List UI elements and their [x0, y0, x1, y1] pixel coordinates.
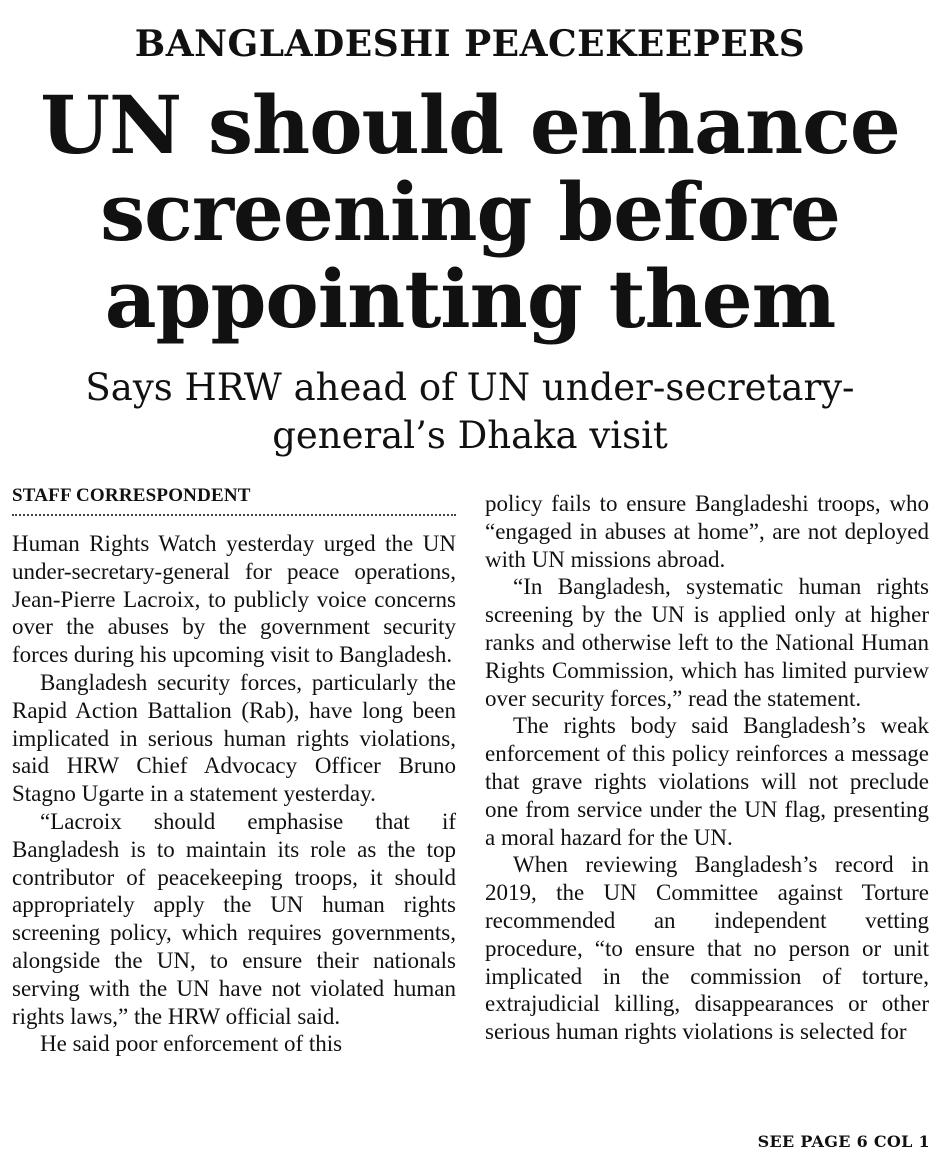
article-headline — [0, 78, 940, 346]
paragraph: “In Bangladesh, systematic human rights screening by the UN is applied only at higher ranks and otherwise left to the National Human Rights Commission, which has limited purview over security forces,” read the statement. — [485, 574, 929, 711]
article-deck — [0, 364, 940, 460]
headline-line-2: screening before — [100, 165, 840, 259]
paragraph: Bangladesh security forces, particularly the Rapid Action Battalion (Rab), have long been implicated in serious human rights violations, said HRW Chief Advocacy Officer Bruno Stagno Ugarte in a statement yesterday. — [12, 669, 456, 807]
jump-line: SEE PAGE 6 COL 1 — [757, 1132, 930, 1151]
deck-line-1: Says HRW ahead of UN under-secretary- — [85, 366, 855, 409]
article-kicker: BANGLADESHI PEACEKEEPERS — [134, 23, 806, 65]
paragraph: The rights body said Bangladesh’s weak enforcement of this policy reinforces a message that grave rights violations will not preclude one from service under the UN flag, presenting a moral hazard for the UN. — [485, 713, 929, 850]
left-column — [12, 484, 456, 1058]
paragraph: He said poor enforcement of this — [40, 1031, 343, 1057]
right-column — [485, 490, 929, 1046]
byline: STAFF CORRESPONDENT — [12, 484, 456, 516]
paragraph: policy fails to ensure Bangladeshi troops, who “engaged in abuses at home”, are not deployed with UN missions abroad. — [485, 491, 929, 572]
headline-line-1: UN should enhance — [40, 78, 900, 172]
paragraph: Human Rights Watch yesterday urged the UN under-secretary-general for peace operations, Jean-Pierre Lacroix, to publicly voice concerns over the abuses by the government security forces during his upcoming visit to Bangladesh. — [12, 531, 456, 668]
paragraph: “Lacroix should emphasise that if Bangladesh is to maintain its role as the top contributor of peacekeeping troops, it should appropriately apply the UN human rights screening policy, which requires governments, alongside the UN, to ensure their nationals serving with the UN have not violated human rights laws,” the HRW official said. — [12, 808, 456, 1029]
deck-line-2: general’s Dhaka visit — [272, 414, 668, 457]
headline-line-3: appointing them — [104, 252, 836, 346]
paragraph: When reviewing Bangladesh’s record in 2019, the UN Committee against Torture recommended an independent vetting procedure, “to ensure that no person or unit implicated in the commission of torture, extrajudicial killing, disappearances or other serious human rights violations is selected for — [485, 852, 929, 1045]
